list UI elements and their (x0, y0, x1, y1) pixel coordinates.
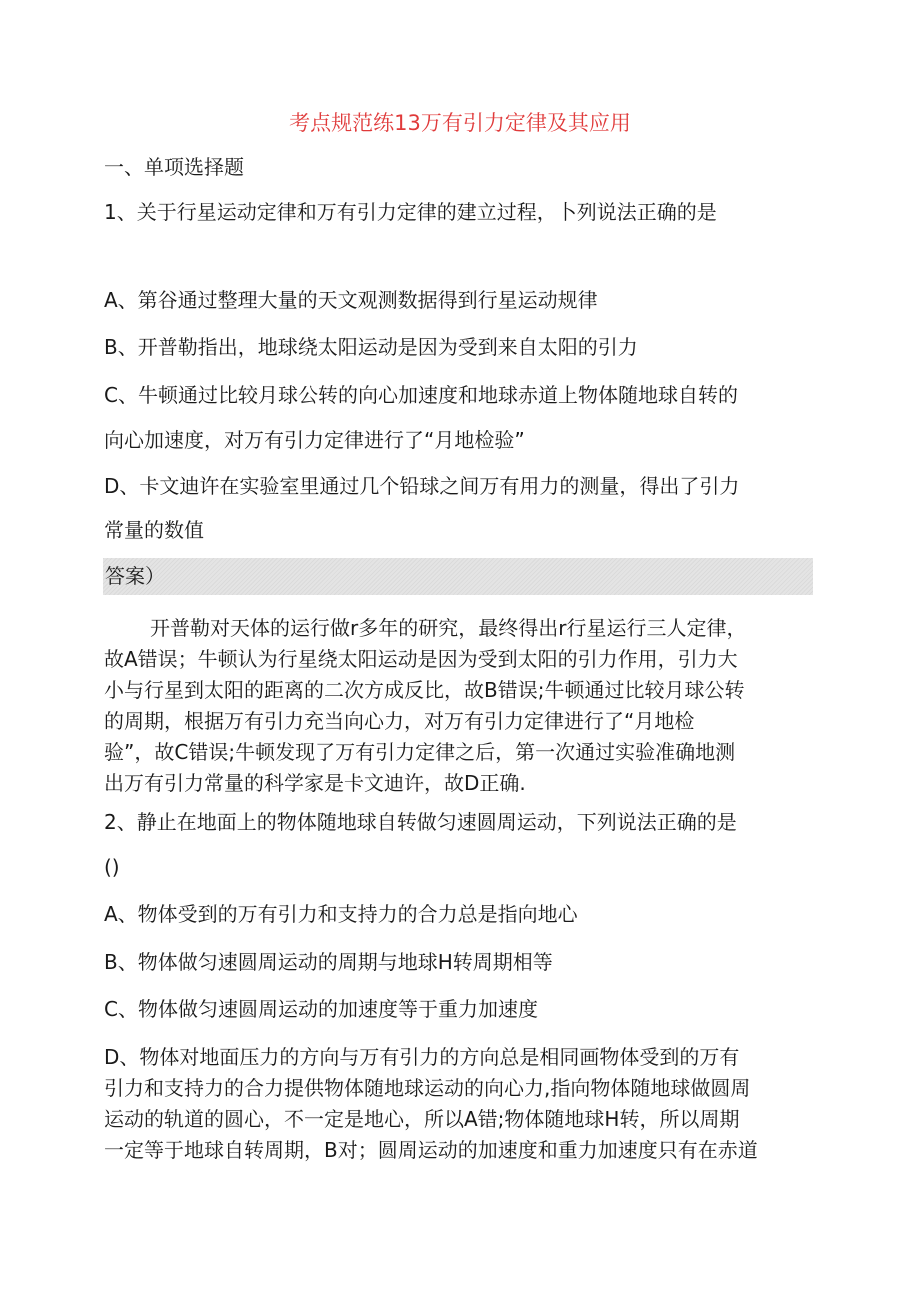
question-2-stem-line2: () (104, 855, 120, 879)
question-1-option-a: A、第谷通过整理大量的天文观测数据得到行星运动规律 (104, 288, 598, 312)
explanation-line: 小与行星到太阳的距离的二次方成反比，故B错误;牛顿通过比较月球公转 (104, 678, 745, 702)
question-1-option-c-line1: C、牛顿通过比较月球公转的向心加速度和地球赤道上物体随地球自转的 (104, 383, 738, 407)
explanation-line: 故A错误；牛顿认为行星绕太阳运动是因为受到太阳的引力作用，引力大 (104, 647, 738, 671)
question-2-option-a: A、物体受到的万有引力和支持力的合力总是指向地心 (104, 902, 578, 926)
question-1-stem: 1、关于行星运动定律和万有引力定律的建立过程，卜列说法正确的是 (104, 200, 717, 224)
explanation-line: 出万有引力常量的科学家是卡文迪许，故D正确. (104, 771, 526, 795)
question-1-option-d-line2: 常量的数值 (104, 518, 204, 542)
question-1-option-c-line2: 向心加速度，对万有引力定律进行了“月地检验” (104, 428, 525, 452)
question-2-stem-line1: 2、静止在地面上的物体随地球自转做匀速圆周运动，下列说法正确的是 (104, 810, 737, 834)
question-2-option-b: B、物体做匀速圆周运动的周期与地球H转周期相等 (104, 950, 553, 974)
question-2-option-c: C、物体做匀速圆周运动的加速度等于重力加速度 (104, 997, 538, 1021)
question-2-option-d-line: 引力和支持力的合力提供物体随地球运动的向心力,指向物体随地球做圆周 (104, 1076, 751, 1100)
document-title: 考点规范练13万有引力定律及其应用 (289, 111, 631, 135)
question-2-option-d-line: 一定等于地球自转周期，B对；圆周运动的加速度和重力加速度只有在赤道 (104, 1138, 758, 1162)
answer-banner (103, 558, 813, 595)
answer-label: 答案） (105, 564, 165, 588)
question-2-option-d-line: D、物体对地面压力的方向与万有引力的方向总是相同画物体受到的万有 (104, 1045, 740, 1069)
question-2-option-d-line: 运动的轨道的圆心，不一定是地心，所以A错;物体随地球H转，所以周期 (104, 1107, 740, 1131)
question-1-option-b: B、开普勒指出，地球绕太阳运动是因为受到来自太阳的引力 (104, 335, 638, 359)
question-1-option-d-line1: D、卡文迪许在实验室里通过几个铅球之间万有用力的测量，得出了引力 (104, 474, 740, 498)
explanation-line: 的周期，根据万有引力充当向心力，对万有引力定律进行了“月地检 (104, 709, 695, 733)
section-heading: 一、单项选择题 (104, 155, 244, 179)
explanation-line: 开普勒对天体的运行做r多年的研究，最终得出r行星运行三人定律， (150, 616, 747, 640)
explanation-line: 验”，故C错误;牛顿发现了万有引力定律之后，第一次通过实验准确地测 (104, 740, 736, 764)
